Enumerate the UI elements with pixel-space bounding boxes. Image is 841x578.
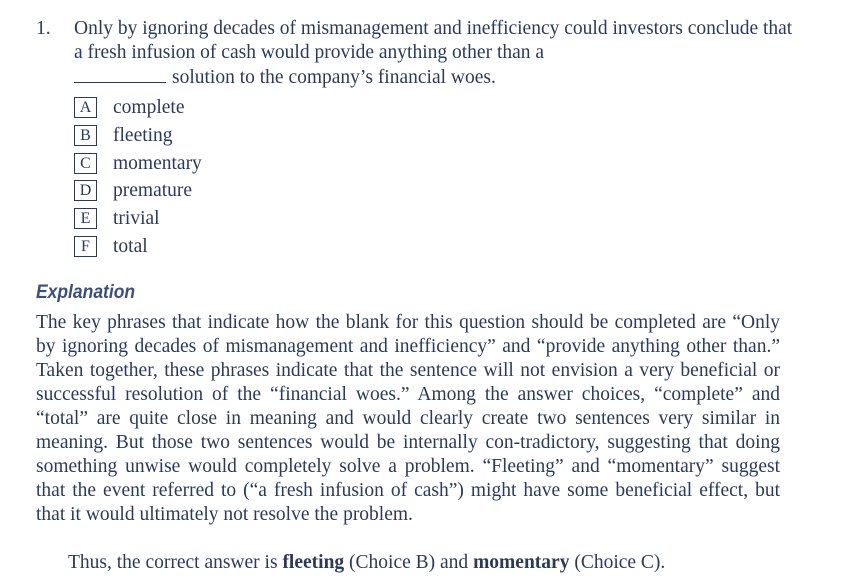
choice-d[interactable]	[74, 179, 474, 203]
choice-text: momentary	[113, 152, 202, 174]
choice-b[interactable]	[74, 124, 474, 148]
choice-e[interactable]	[74, 207, 474, 231]
conclusion-suffix: (Choice C).	[574, 552, 666, 573]
choice-text: trivial	[113, 208, 160, 230]
choice-f[interactable]	[74, 235, 474, 259]
choice-letter-box[interactable]: B	[74, 125, 97, 146]
choice-a[interactable]	[74, 96, 474, 120]
question-text-before-blank: Only by ignoring decades of mismanagement and inefficiency could investors conclude that a fresh infusion of cash would provide anything other than a	[74, 18, 793, 63]
choice-letter-box[interactable]: C	[74, 153, 97, 174]
correct-answer-2: momentary	[473, 552, 570, 573]
question-number: 1.	[36, 18, 51, 39]
choice-text: complete	[113, 97, 185, 118]
choice-text: total	[113, 235, 148, 257]
answer-blank	[74, 65, 166, 83]
choice-c[interactable]	[74, 152, 474, 176]
explanation-body: The key phrases that indicate how the blank for this question should be completed are “Only by ignoring decades of mismanagement and inefficiency” and “provide anything other than.” Taken together, these phrases indicate that the sentence will not envision a very beneficial or successful resolution of the “financial woes.” Among the answer choices, “complete” and “total” are quite close in meaning and would clearly create two sentences very similar in meaning. But those two sentences would be internally con-tradictory, suggesting that doing something unwise would completely solve a problem. “Fleeting” and “momentary” suggest that the event referred to (“a fresh infusion of cash”) might have some beneficial effect, but that it would ultimately not resolve the problem.	[36, 312, 780, 525]
explanation-conclusion	[68, 551, 808, 575]
question-text	[74, 17, 794, 90]
choice-text: fleeting	[113, 124, 173, 146]
correct-answer-1: fleeting	[282, 552, 345, 573]
answer-choices	[74, 96, 474, 263]
explanation-heading: Explanation	[36, 282, 136, 303]
conclusion-prefix: Thus, the correct answer is	[68, 552, 278, 573]
choice-letter-box[interactable]: D	[74, 180, 97, 201]
choice-letter-box[interactable]: F	[74, 236, 97, 257]
choice-letter-box[interactable]: A	[74, 97, 97, 118]
choice-letter-box[interactable]: E	[74, 208, 97, 229]
conclusion-mid: (Choice B) and	[349, 552, 469, 573]
choice-text: premature	[113, 180, 193, 202]
question-text-after-blank: solution to the company’s financial woes.	[172, 67, 496, 88]
